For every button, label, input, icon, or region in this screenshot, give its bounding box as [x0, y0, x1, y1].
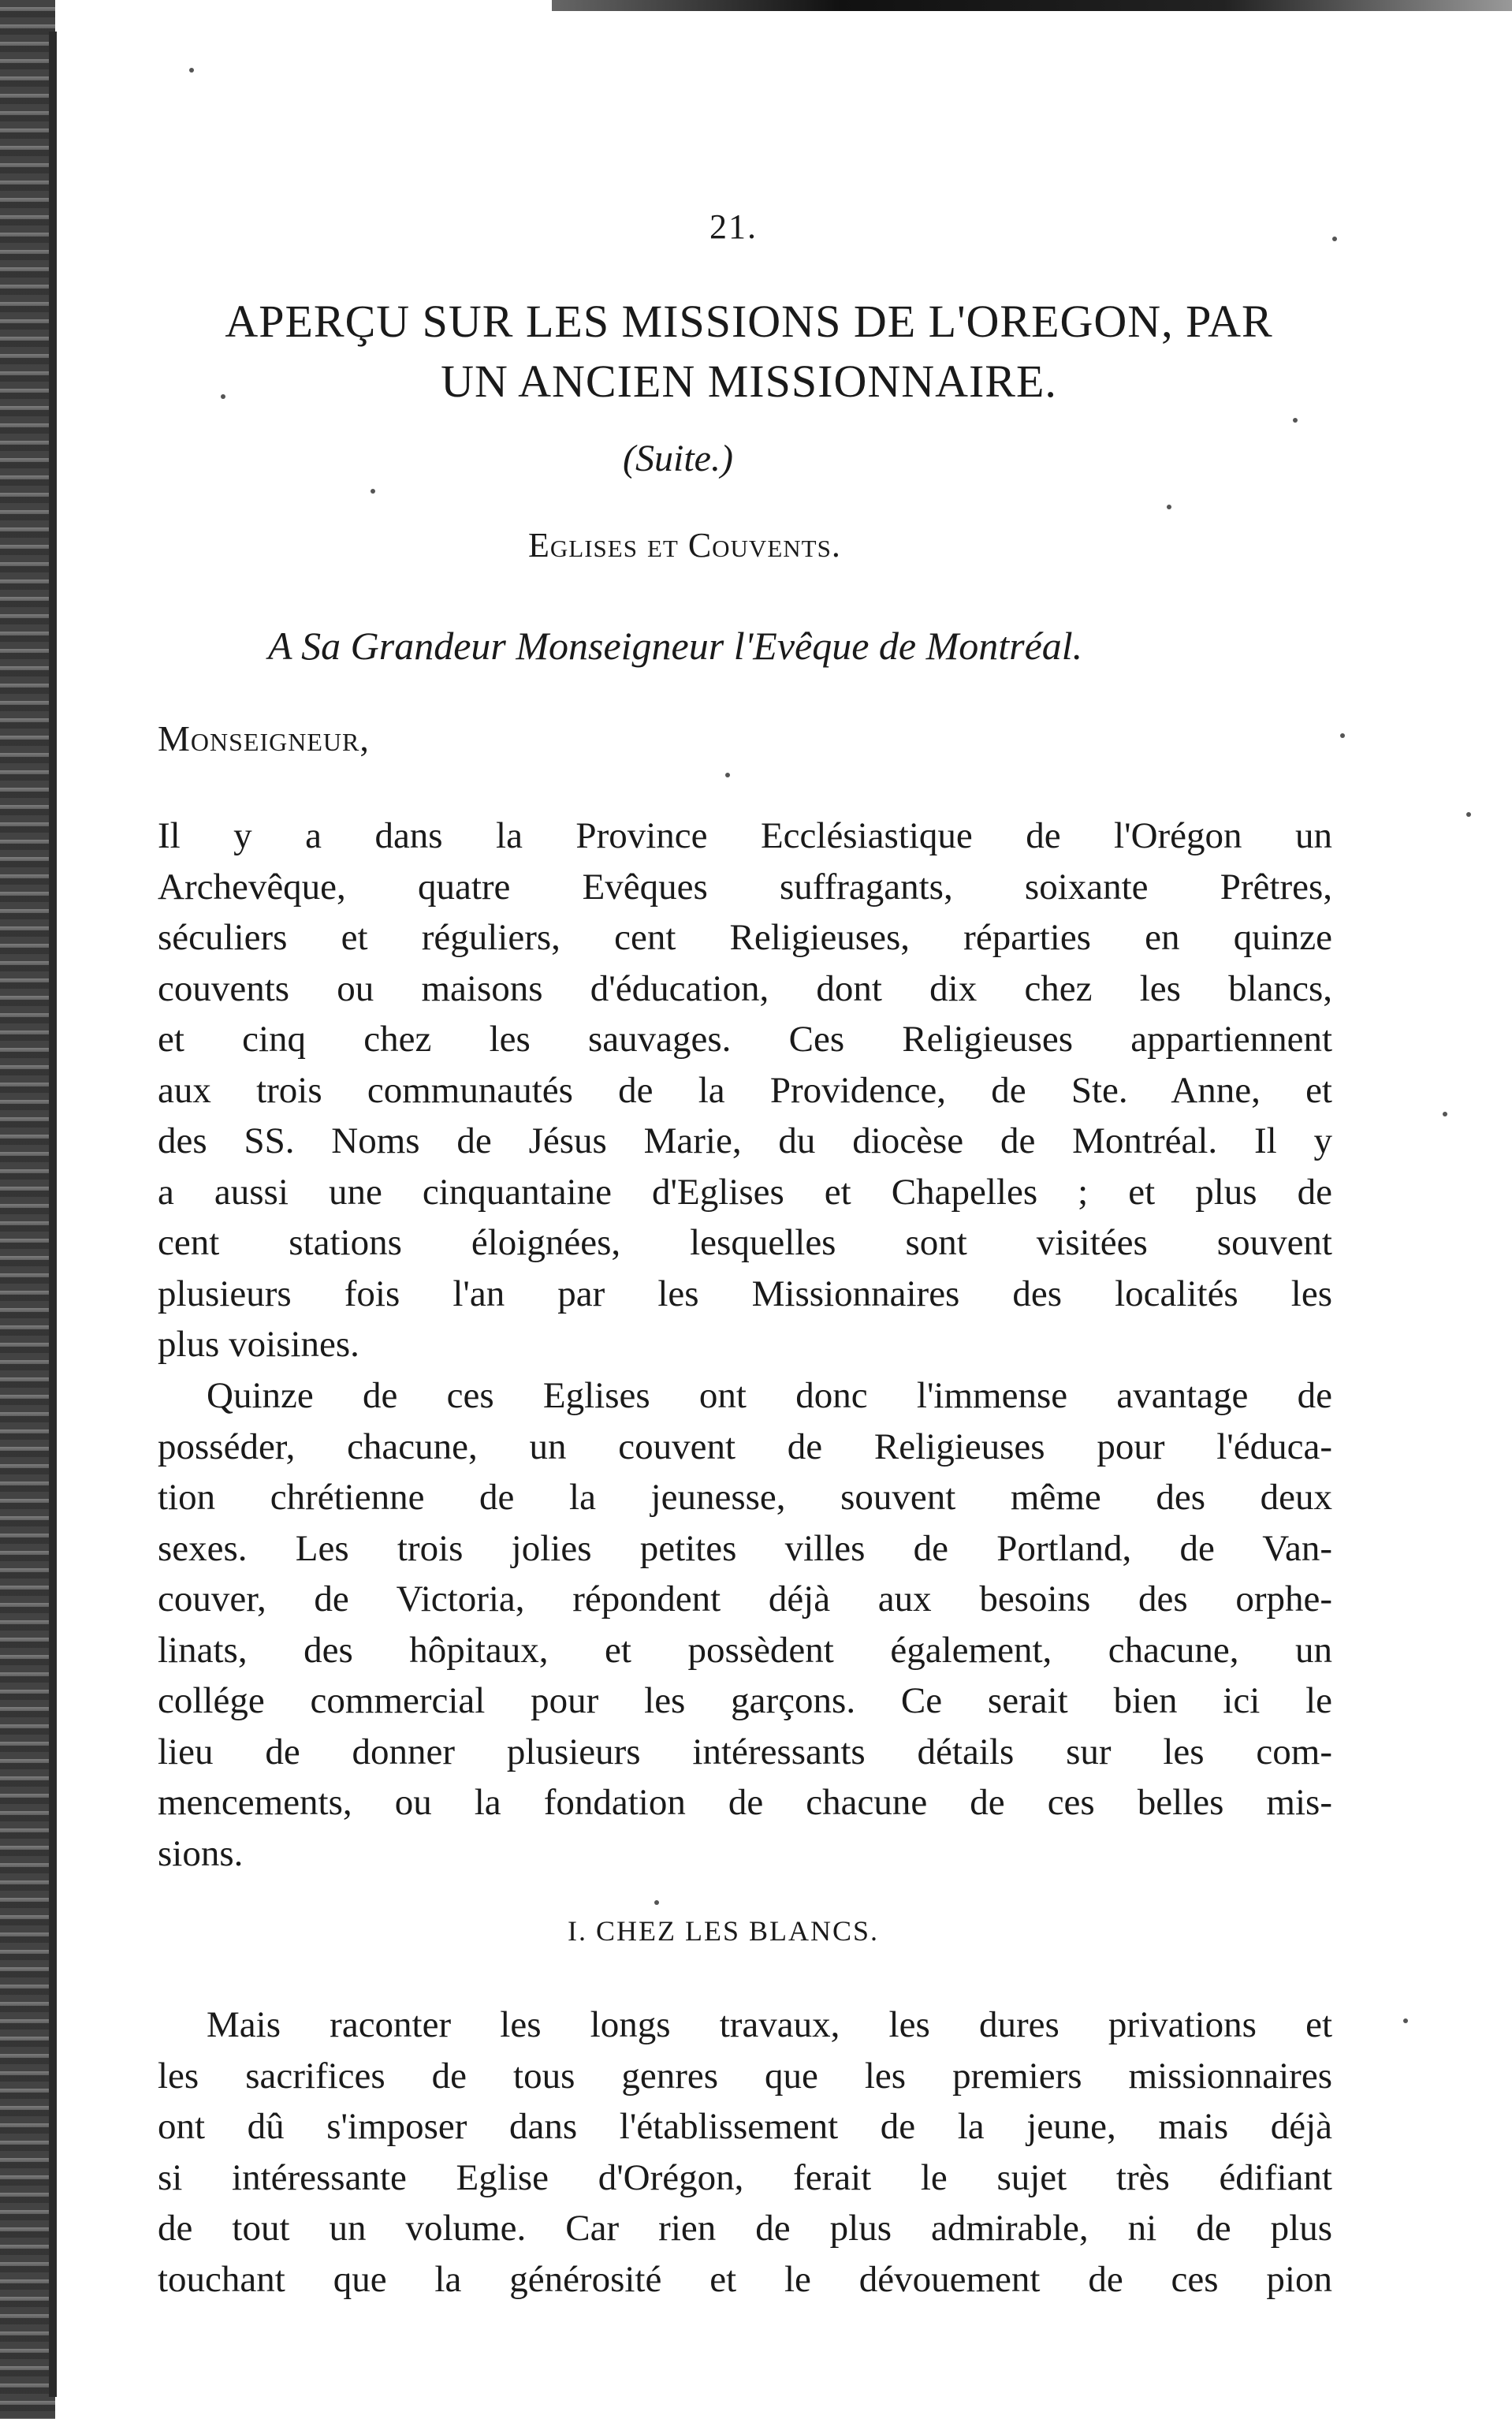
- text-line: tion chrétienne de la jeunesse, souvent même des deux: [158, 1477, 1332, 1518]
- text-line: aux trois communautés de la Providence, de Ste. Anne, et: [158, 1069, 1332, 1111]
- text-line: sions.: [158, 1832, 244, 1874]
- subsection-heading: I. CHEZ LES BLANCS.: [568, 1915, 880, 1947]
- text-line: et cinq chez les sauvages. Ces Religieuses appartiennent: [158, 1019, 1332, 1060]
- text-line: de tout un volume. Car rien de plus admirable, ni de plus: [158, 2208, 1332, 2249]
- binding-edge: [0, 0, 55, 2419]
- text-line: a aussi une cinquantaine d'Eglises et Chapelles ; et plus de: [158, 1171, 1332, 1213]
- scan-speck: [725, 773, 730, 777]
- scan-speck: [1167, 505, 1171, 509]
- scan-speck: [1466, 812, 1471, 817]
- text-line: des SS. Noms de Jésus Marie, du diocèse de Montréal. Il y: [158, 1120, 1332, 1161]
- text-line: touchant que la générosité et le dévouement de ces pion: [158, 2258, 1332, 2300]
- scan-speck: [371, 489, 375, 494]
- paragraph-3: [158, 2000, 1332, 2305]
- text-line: les sacrifices de tous genres que les premiers missionnaires: [158, 2055, 1332, 2097]
- text-line: collége commercial pour les garçons. Ce serait bien ici le: [158, 1680, 1332, 1721]
- scan-speck: [1340, 733, 1345, 738]
- text-line: ont dû s'imposer dans l'établissement de la jeune, mais déjà: [158, 2106, 1332, 2147]
- article-title-line: UN ANCIEN MISSIONNAIRE.: [441, 356, 1057, 407]
- text-line: Mais raconter les longs travaux, les dures privations et: [207, 2004, 1332, 2045]
- binding-shadow: [49, 32, 57, 2397]
- text-line: si intéressante Eglise d'Orégon, ferait le sujet très édifiant: [158, 2156, 1332, 2198]
- text-line: séculiers et réguliers, cent Religieuses, réparties en quinze: [158, 917, 1332, 958]
- continuation-note: (Suite.): [623, 438, 733, 479]
- text-line: Quinze de ces Eglises ont donc l'immense avantage de: [207, 1375, 1332, 1416]
- text-line: lieu de donner plusieurs intéressants détails sur les com-: [158, 1731, 1332, 1772]
- paragraph-2: [158, 1370, 1332, 1879]
- text-line: sexes. Les trois jolies petites villes de Portland, de Van-: [158, 1527, 1332, 1569]
- scan-speck: [1443, 1112, 1447, 1116]
- text-line: linats, des hôpitaux, et possèdent également, chacune, un: [158, 1629, 1332, 1671]
- text-line: Archevêque, quatre Evêques suffragants, soixante Prêtres,: [158, 866, 1332, 908]
- scan-speck: [1332, 237, 1337, 241]
- text-line: mencements, ou la fondation de chacune de ces belles mis-: [158, 1782, 1332, 1823]
- text-line: plus voisines.: [158, 1324, 359, 1365]
- text-line: couvents ou maisons d'éducation, dont dix chez les blancs,: [158, 967, 1332, 1009]
- scan-speck: [189, 68, 194, 73]
- dedication-address: A Sa Grandeur Monseigneur l'Evêque de Montréal.: [268, 624, 1083, 668]
- paragraph-1: [158, 811, 1332, 1370]
- scan-speck: [654, 1900, 659, 1905]
- section-title: Eglises et Couvents.: [528, 526, 841, 565]
- scan-speck: [1293, 418, 1298, 423]
- scan-speck: [1403, 2018, 1408, 2023]
- page-number: 21.: [709, 207, 758, 246]
- text-line: cent stations éloignées, lesquelles sont visitées souvent: [158, 1222, 1332, 1263]
- text-line: posséder, chacune, un couvent de Religieuses pour l'éduca-: [158, 1426, 1332, 1467]
- salutation: Monseigneur,: [158, 718, 370, 758]
- text-line: Il y a dans la Province Ecclésiastique de l'Orégon un: [158, 815, 1332, 856]
- text-line: couver, de Victoria, répondent déjà aux besoins des orphe-: [158, 1578, 1332, 1620]
- text-line: plusieurs fois l'an par les Missionnaires des localités les: [158, 1273, 1332, 1314]
- article-title: [150, 292, 1348, 412]
- top-scan-edge: [552, 0, 1512, 11]
- article-title-line: APERÇU SUR LES MISSIONS DE L'OREGON, PAR: [225, 296, 1273, 347]
